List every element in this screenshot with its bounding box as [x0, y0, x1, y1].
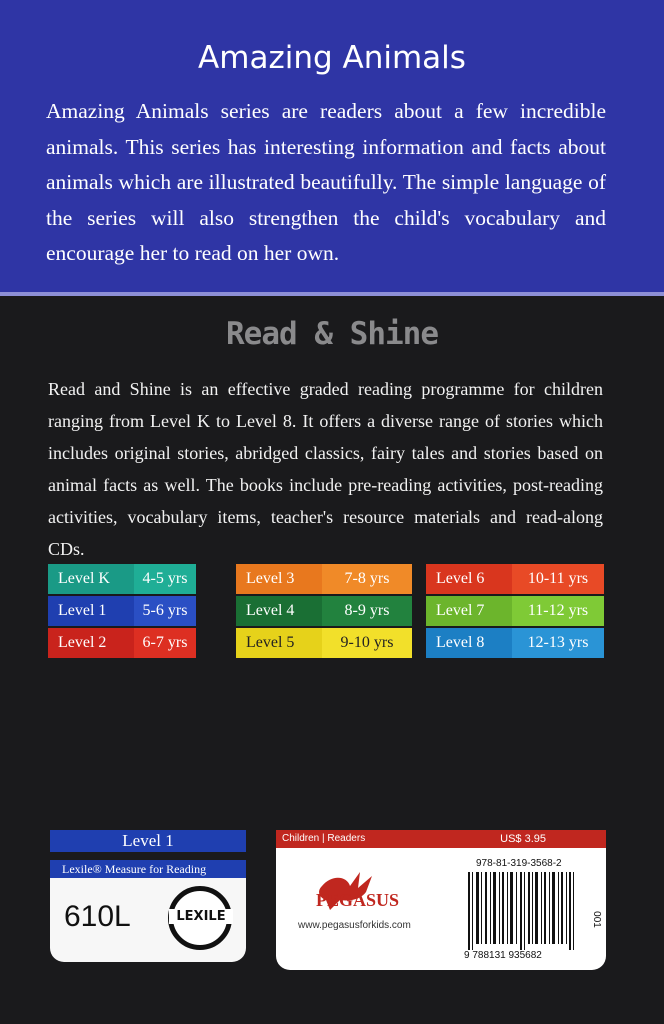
- level-row: [426, 596, 604, 626]
- age-label: 6-7 yrs: [134, 628, 196, 658]
- age-label: 9-10 yrs: [322, 628, 412, 658]
- series-title: Amazing Animals: [198, 40, 466, 76]
- lexile-badge: [50, 830, 246, 968]
- level-table-group1: [48, 564, 196, 660]
- level-label: Level 7: [426, 596, 512, 626]
- brand-title: Read & Shine: [226, 316, 438, 352]
- level-row: [236, 564, 412, 594]
- publisher-url: www.pegasusforkids.com: [298, 920, 411, 931]
- level-label: Level 3: [236, 564, 322, 594]
- lexile-box: [50, 878, 246, 962]
- level-row: [236, 628, 412, 658]
- side-number: 001: [590, 911, 602, 928]
- level-row: [236, 596, 412, 626]
- series-description: Amazing Animals series are readers about a few incredible animals. This series has interesting information and facts about animals which are illustrated beautifully. The simple language of the series will also strengthen the child's vocabulary and encourage her to read on her own.: [46, 99, 606, 265]
- book-price: US$ 3.95: [500, 833, 546, 845]
- level-table-group2: [236, 564, 412, 660]
- level-label: Level 5: [236, 628, 322, 658]
- level-table-group3: [426, 564, 604, 660]
- age-label: 8-9 yrs: [322, 596, 412, 626]
- level-row: [426, 628, 604, 658]
- book-category: Children | Readers: [282, 833, 366, 844]
- level-row: [48, 628, 196, 658]
- level-label: Level K: [48, 564, 134, 594]
- level-label: Level 4: [236, 596, 322, 626]
- lexile-value: 610L: [64, 900, 131, 933]
- barcode-number: 9 788131 935682: [464, 950, 542, 961]
- publisher-name: PEGASUS: [316, 890, 400, 910]
- level-row: [426, 564, 604, 594]
- age-label: 12-13 yrs: [512, 628, 604, 658]
- publisher-panel: [276, 830, 606, 970]
- publisher-bar: [276, 830, 606, 848]
- lexile-measure-label: Lexile® Measure for Reading: [50, 860, 246, 878]
- banner-divider: [0, 292, 664, 296]
- lexile-logo-text: LEXILE: [169, 909, 233, 924]
- age-label: 10-11 yrs: [512, 564, 604, 594]
- age-label: 7-8 yrs: [322, 564, 412, 594]
- level-label: Level 8: [426, 628, 512, 658]
- level-label: Level 2: [48, 628, 134, 658]
- level-row: [48, 564, 196, 594]
- level-label: Level 6: [426, 564, 512, 594]
- brand-description: Read and Shine is an effective graded reading programme for children ranging from Level K to Level 8. It offers a diverse range of stories which includes original stories, abridged classics, fairy tales and stories based on animal facts as well. The books include pre-reading activities, post-reading activities, vocabulary items, teacher's resource materials and read-along CDs.: [48, 379, 603, 559]
- isbn: 978-81-319-3568-2: [476, 858, 562, 869]
- barcode-icon: [466, 872, 586, 950]
- lexile-logo-icon: [168, 886, 232, 950]
- age-label: 11-12 yrs: [512, 596, 604, 626]
- age-label: 4-5 yrs: [134, 564, 196, 594]
- age-label: 5-6 yrs: [134, 596, 196, 626]
- level-row: [48, 596, 196, 626]
- badge-level: Level 1: [50, 830, 246, 852]
- level-label: Level 1: [48, 596, 134, 626]
